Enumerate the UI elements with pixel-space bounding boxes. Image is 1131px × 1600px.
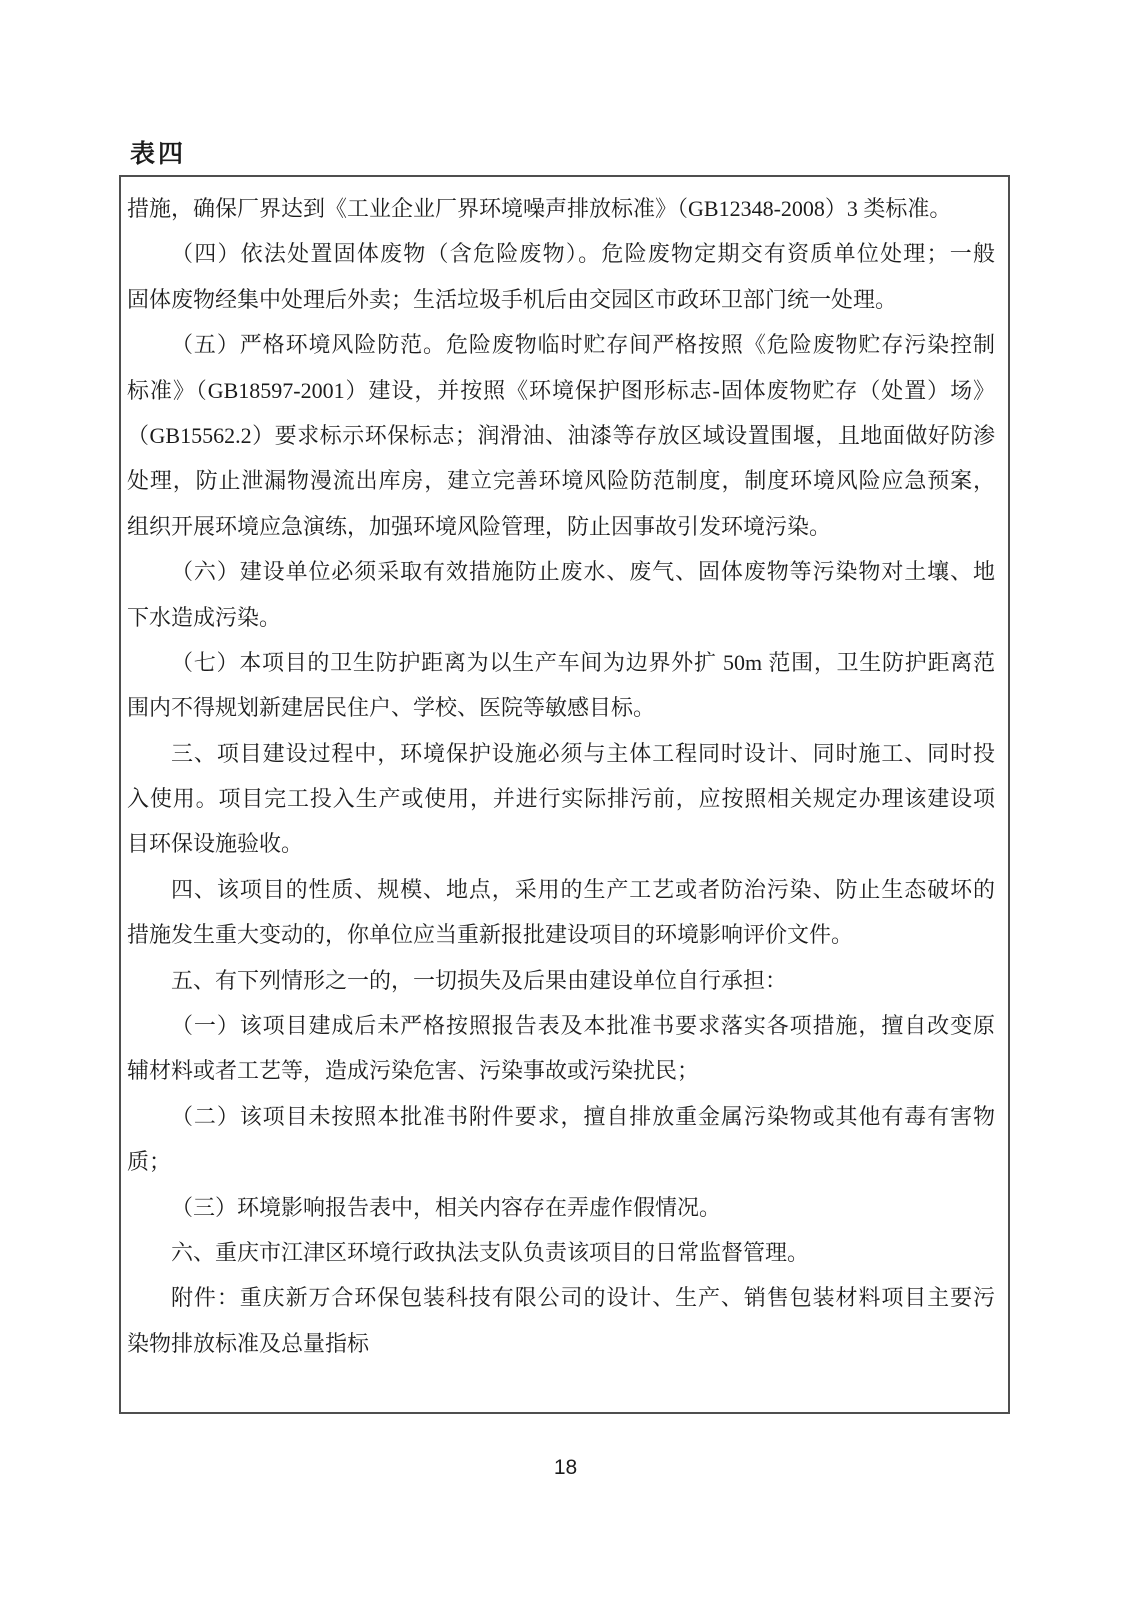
document-line: 固体废物经集中处理后外卖；生活垃圾手机后由交园区市政环卫部门统一处理。 xyxy=(127,286,898,312)
page-number: 18 xyxy=(553,1456,578,1479)
document-line: （三）环境影响报告表中，相关内容存在弄虚作假情况。 xyxy=(171,1194,722,1220)
document-line: （一）该项目建成后未严格按照报告表及本批准书要求落实各项措施，擅自改变原 xyxy=(171,1013,995,1039)
document-line: 染物排放标准及总量指标 xyxy=(127,1330,370,1356)
document-line: 处理，防止泄漏物漫流出库房，建立完善环境风险防范制度，制度环境风险应急预案， xyxy=(127,468,995,494)
document-line: 目环保设施验收。 xyxy=(127,831,304,857)
document-line: 措施，确保厂界达到《工业企业厂界环境噪声排放标准》（GB12348-2008）3 类标准。 xyxy=(127,196,952,221)
document-line: （六）建设单位必须采取有效措施防止废水、废气、固体废物等污染物对土壤、地 xyxy=(171,559,995,585)
document-line: 围内不得规划新建居民住户、学校、医院等敏感目标。 xyxy=(127,695,656,721)
document-line: 附件：重庆新万合环保包装科技有限公司的设计、生产、销售包装材料项目主要污 xyxy=(171,1285,995,1311)
document-border-box xyxy=(119,175,1010,1414)
document-line: （二）该项目未按照本批准书附件要求，擅自排放重金属污染物或其他有毒有害物 xyxy=(171,1103,995,1129)
document-line: （七）本项目的卫生防护距离为以生产车间为边界外扩 50m 范围，卫生防护距离范 xyxy=(171,649,995,675)
document-line: 六、重庆市江津区环境行政执法支队负责该项目的日常监督管理。 xyxy=(171,1239,810,1265)
document-line: 三、项目建设过程中，环境保护设施必须与主体工程同时设计、同时施工、同时投 xyxy=(171,740,995,766)
document-line: （五）严格环境风险防范。危险废物临时贮存间严格按照《危险废物贮存污染控制 xyxy=(171,332,995,358)
document-line: 四、该项目的性质、规模、地点，采用的生产工艺或者防治污染、防止生态破坏的 xyxy=(171,876,995,902)
document-line: 质； xyxy=(127,1149,172,1175)
document-line: 五、有下列情形之一的，一切损失及后果由建设单位自行承担： xyxy=(171,967,788,993)
document-line: 下水造成污染。 xyxy=(127,604,282,630)
document-line: 入使用。项目完工投入生产或使用，并进行实际排污前，应按照相关规定办理该建设项 xyxy=(127,786,995,812)
document-line: （四）依法处置固体废物（含危险废物）。危险废物定期交有资质单位处理；一般 xyxy=(171,241,995,267)
document-line: 组织开展环境应急演练，加强环境风险管理，防止因事故引发环境污染。 xyxy=(127,513,832,539)
document-line: 措施发生重大变动的，你单位应当重新报批建设项目的环境影响评价文件。 xyxy=(127,922,854,948)
document-line: 辅材料或者工艺等，造成污染危害、污染事故或污染扰民； xyxy=(127,1058,700,1084)
document-line: 标准》（GB18597-2001）建设，并按照《环境保护图形标志-固体废物贮存（处置）场》 xyxy=(127,377,995,403)
document-line: （GB15562.2）要求标示环保标志；润滑油、油漆等存放区域设置围堰，且地面做好防渗 xyxy=(127,422,995,448)
table-label: 表四 xyxy=(130,141,187,168)
